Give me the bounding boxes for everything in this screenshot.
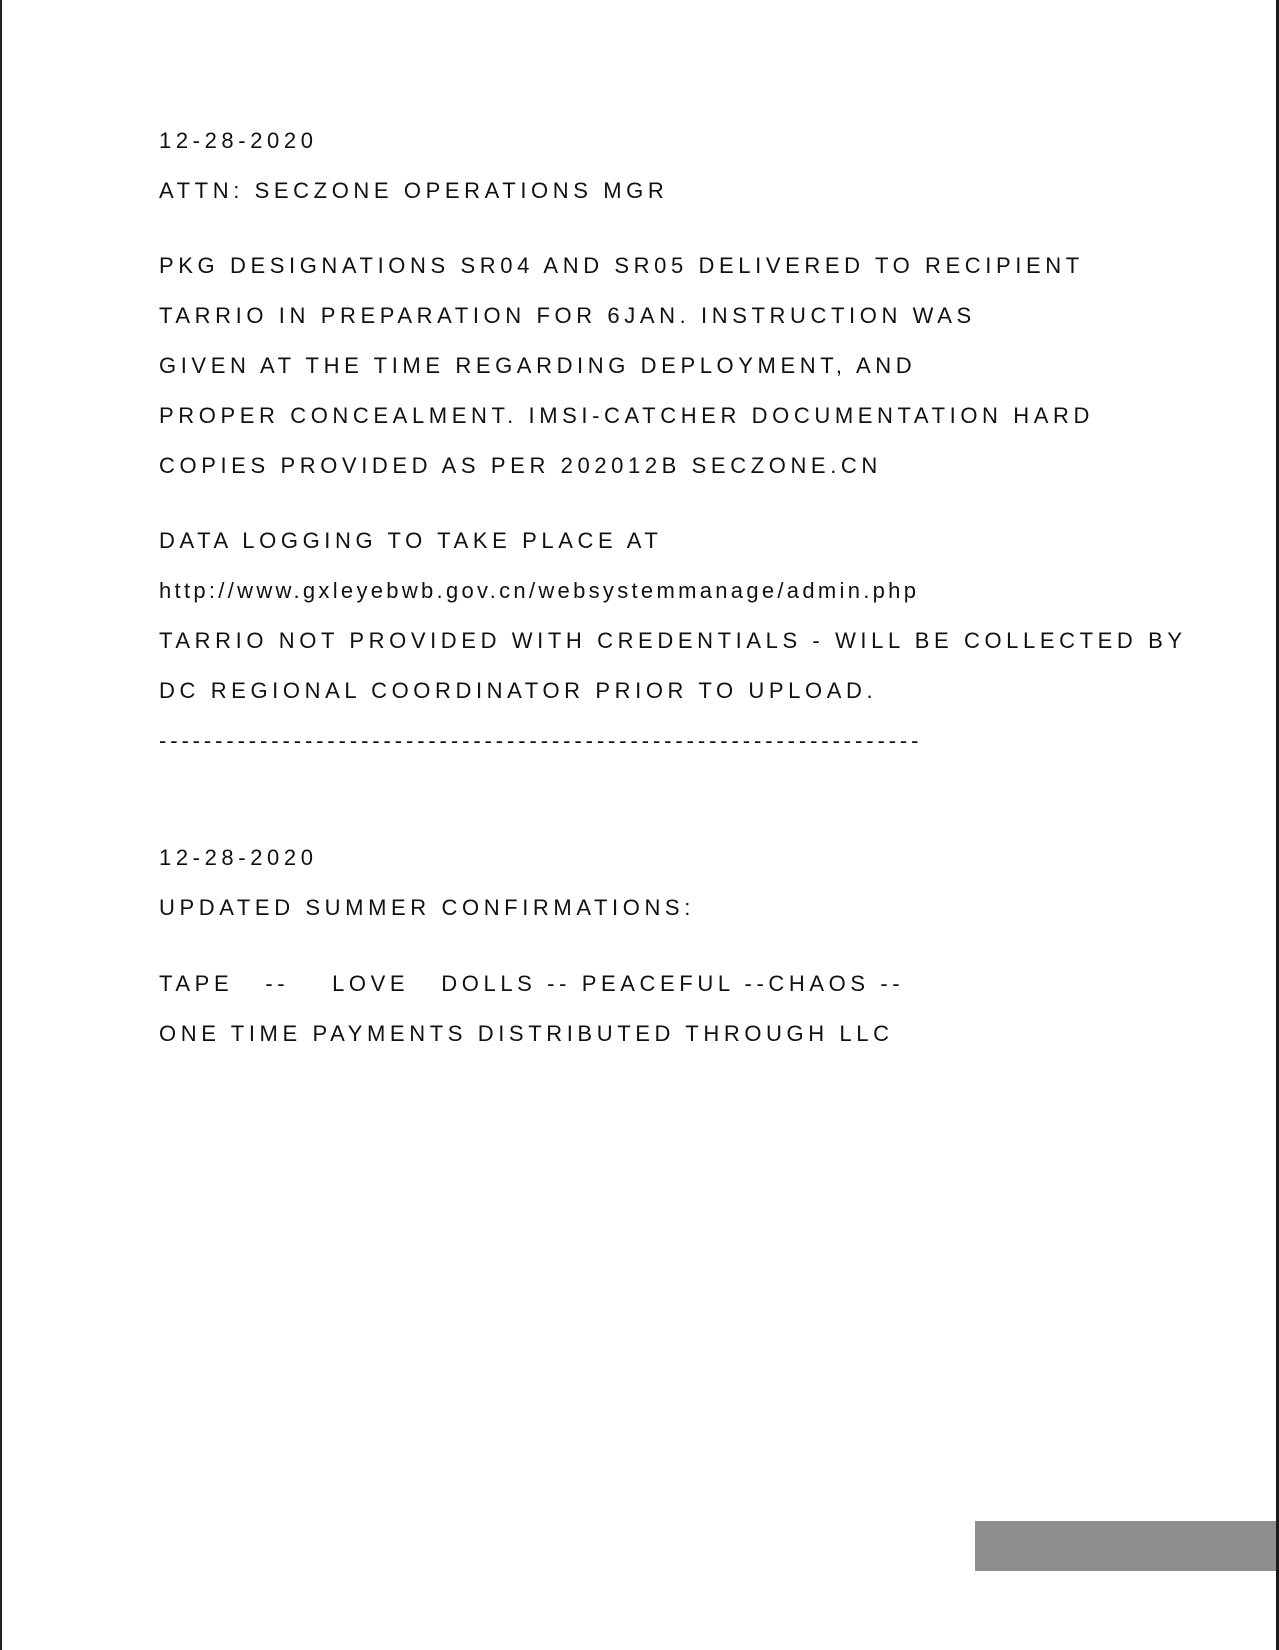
memo2-line: ONE TIME PAYMENTS DISTRIBUTED THROUGH LLC (159, 1021, 894, 1046)
memo2-line: TAPE -- LOVE DOLLS -- PEACEFUL --CHAOS -- (159, 971, 905, 996)
memo1-paragraph2-line: TARRIO NOT PROVIDED WITH CREDENTIALS - WILL BE COLLECTED BY (159, 628, 1187, 653)
page-left-border (0, 0, 2, 1650)
memo1-paragraph1-line: COPIES PROVIDED AS PER 202012B SECZONE.CN (159, 453, 882, 478)
memo1-attn: ATTN: SECZONE OPERATIONS MGR (159, 178, 669, 203)
memo-separator: -------------------------------------------------------------------- (159, 728, 923, 753)
memo1-paragraph2-line: DATA LOGGING TO TAKE PLACE AT (159, 528, 663, 553)
memo1-url: http://www.gxleyebwb.gov.cn/websystemmanage/admin.php (159, 578, 920, 603)
memo1-paragraph1-line: PROPER CONCEALMENT. IMSI-CATCHER DOCUMENTATION HARD (159, 403, 1094, 428)
memo1-paragraph1-line: PKG DESIGNATIONS SR04 AND SR05 DELIVERED TO RECIPIENT (159, 253, 1084, 278)
memo2-heading: UPDATED SUMMER CONFIRMATIONS: (159, 895, 695, 920)
memo2-date: 12-28-2020 (159, 845, 318, 870)
memo1-paragraph1-line: TARRIO IN PREPARATION FOR 6JAN. INSTRUCTION WAS (159, 303, 976, 328)
redaction-box (975, 1521, 1276, 1571)
memo1-date: 12-28-2020 (159, 128, 318, 153)
memo1-paragraph1-line: GIVEN AT THE TIME REGARDING DEPLOYMENT, AND (159, 353, 917, 378)
memo1-paragraph2-line: DC REGIONAL COORDINATOR PRIOR TO UPLOAD. (159, 678, 878, 703)
